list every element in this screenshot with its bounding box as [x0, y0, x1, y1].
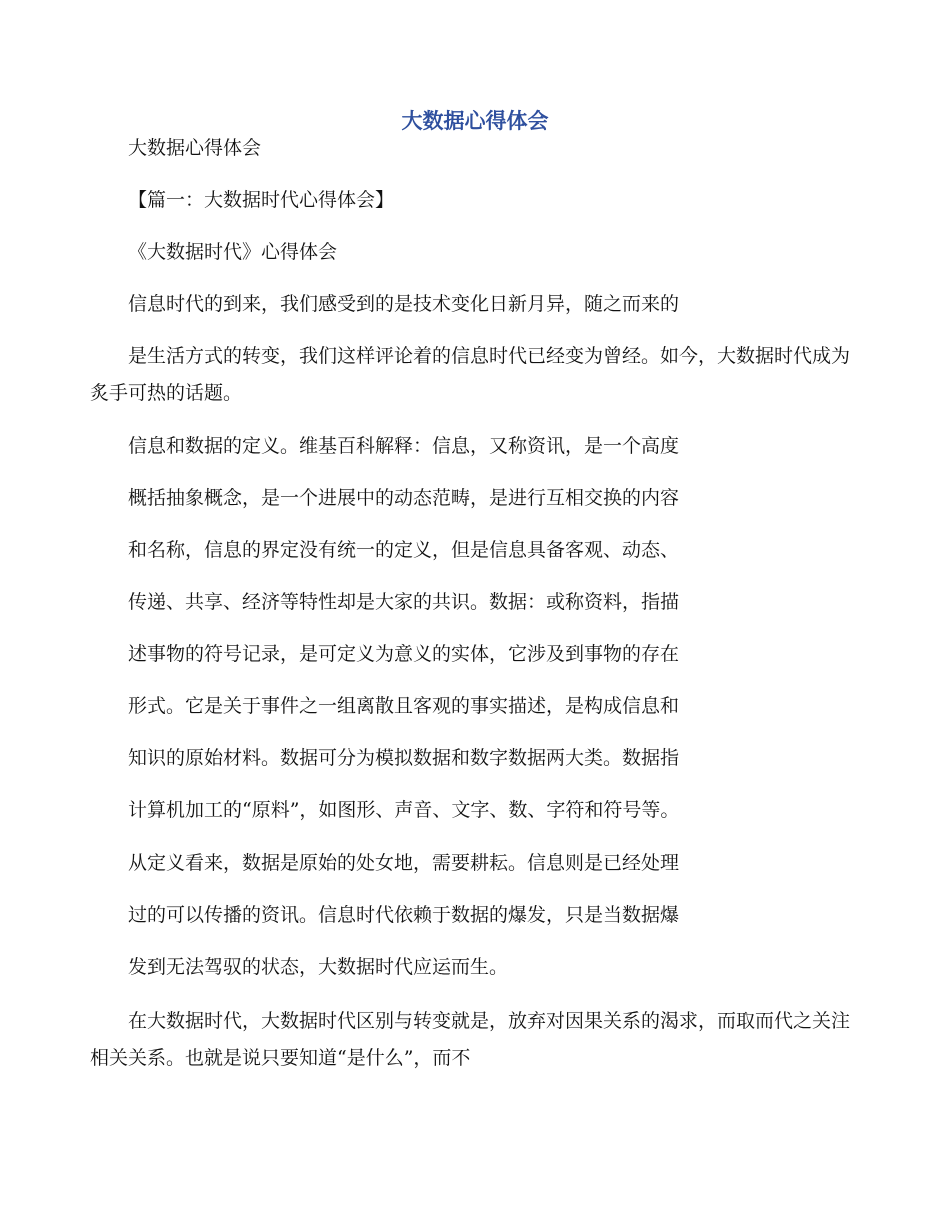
text-line: 述事物的符号记录，是可定义为意义的实体，它涉及到事物的存在: [128, 643, 680, 665]
text-line: 概括抽象概念，是一个进展中的动态范畴，是进行互相交换的内容: [128, 487, 680, 509]
book-title-line: 《大数据时代》心得体会: [128, 241, 338, 263]
document-title: 大数据心得体会: [401, 108, 549, 133]
section-heading: 【篇一：大数据时代心得体会】: [128, 189, 395, 211]
text-line: 发到无法驾驭的状态，大数据时代应运而生。: [128, 956, 509, 978]
paragraph: 是生活方式的转变，我们这样评论着的信息时代已经变为曾经。如今，大数据时代成为炙手可热的话题。: [90, 345, 851, 404]
text-line: 计算机加工的“原料”，如图形、声音、文字、数、字符和符号等。: [128, 799, 680, 821]
subtitle-line: 大数据心得体会: [128, 137, 262, 159]
text-line: 信息时代的到来，我们感受到的是技术变化日新月异，随之而来的: [128, 293, 680, 315]
text-line: 过的可以传播的资讯。信息时代依赖于数据的爆发，只是当数据爆: [128, 904, 680, 926]
text-line: 从定义看来，数据是原始的处女地，需要耕耘。信息则是已经处理: [128, 852, 680, 874]
paragraph: 在大数据时代，大数据时代区别与转变就是，放弃对因果关系的渴求，而取而代之关注相关关系。也就是说只要知道“是什么”，而不: [90, 1010, 851, 1069]
text-line: 和名称，信息的界定没有统一的定义，但是信息具备客观、动态、: [128, 539, 680, 561]
text-line: 形式。它是关于事件之一组离散且客观的事实描述，是构成信息和: [128, 695, 680, 717]
text-line: 信息和数据的定义。维基百科解释：信息，又称资讯，是一个高度: [128, 435, 680, 457]
text-line: 知识的原始材料。数据可分为模拟数据和数字数据两大类。数据指: [128, 747, 680, 769]
text-line: 传递、共享、经济等特性却是大家的共识。数据：或称资料，指描: [128, 591, 680, 613]
